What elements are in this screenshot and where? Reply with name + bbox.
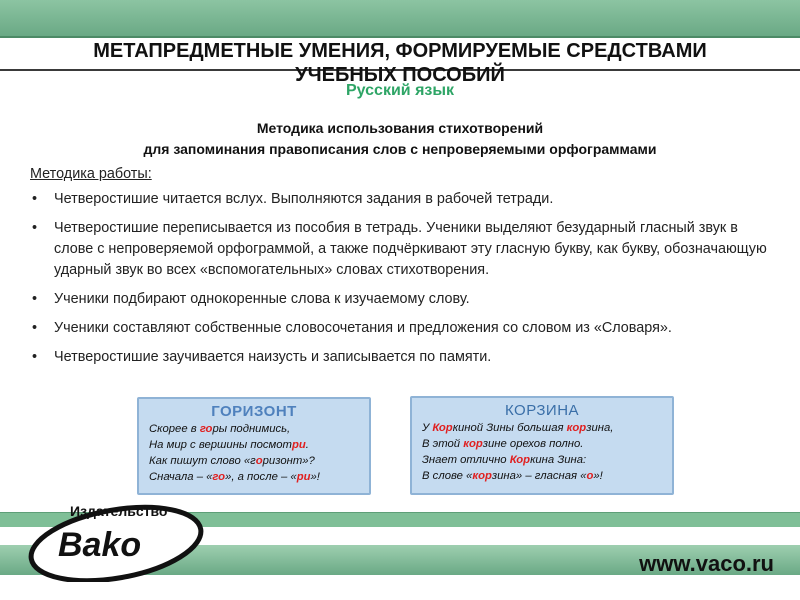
website-link[interactable]: www.vaco.ru — [639, 551, 774, 576]
poem-lines — [139, 421, 369, 485]
poem-text: кина Зина: — [530, 454, 587, 466]
subject-label: Русский язык — [345, 82, 455, 99]
poem-text: »! — [310, 471, 320, 483]
poem-text: », а после – « — [225, 471, 297, 483]
highlighted-syllable: кор — [472, 470, 492, 482]
top-green-bar — [0, 0, 800, 38]
method-label: Методика работы: — [30, 166, 152, 182]
poem-text: зине орехов полно. — [482, 438, 584, 450]
logo-wordmark: Bako — [58, 526, 142, 564]
highlighted-syllable: о — [586, 470, 594, 482]
list-item: • Четверостишие заучивается наизусть и записывается по памяти. — [30, 347, 780, 368]
poem-text: ризонт»? — [262, 455, 315, 467]
poem-text: В этой — [422, 438, 464, 450]
poem-line — [149, 421, 369, 437]
poem-line — [422, 452, 672, 468]
method-steps-list — [30, 189, 780, 368]
highlighted-syllable: ри — [291, 439, 306, 451]
poem-lines — [412, 420, 672, 484]
poem-text: . — [305, 439, 309, 451]
method-heading-line-1: Методика использования стихотворений — [256, 120, 544, 136]
poem-line — [149, 437, 369, 453]
highlighted-syllable: о — [255, 455, 263, 467]
highlighted-syllable: Кор — [509, 454, 531, 466]
highlighted-syllable: го — [199, 423, 213, 435]
poem-text: зина, — [586, 422, 614, 434]
list-item: • Ученики подбирают однокоренные слова к изучаемому слову. — [30, 289, 780, 310]
slide-title: МЕТАПРЕДМЕТНЫЕ УМЕНИЯ, ФОРМИРУЕМЫЕ СРЕДСТВАМИ УЧЕБНЫХ ПОСОБИЙ — [93, 40, 707, 86]
highlighted-syllable: Кор — [432, 422, 453, 434]
highlighted-syllable: го — [212, 471, 226, 483]
poem-card-gorizont — [137, 397, 371, 495]
poem-text: »! — [593, 470, 603, 482]
highlighted-syllable: кор — [566, 422, 587, 434]
list-item: • Четверостишие переписывается из пособия в тетрадь. Ученики выделяют безударный гласный звук в слове с непроверяемой орфограммой, а также подчёркивают эту гласную букву, как букву, обозначающую ударный звук во всех «вспомогательных» словах стихотворения. — [30, 218, 780, 281]
poem-line — [422, 468, 672, 484]
method-heading — [40, 118, 760, 160]
poem-text: Сначала – « — [149, 471, 213, 483]
highlighted-syllable: ри — [296, 471, 311, 483]
poem-text: В слове « — [422, 470, 473, 482]
publisher-logo — [24, 492, 214, 582]
poem-text: У — [422, 422, 433, 434]
poem-line — [149, 453, 369, 469]
method-heading-line-2: для запоминания правописания слов с непроверяемыми орфограммами — [143, 141, 657, 157]
list-item: • Ученики составляют собственные словосочетания и предложения со словом из «Словаря». — [30, 318, 780, 339]
poem-title: КОРЗИНА — [504, 402, 580, 419]
list-item: • Четверостишие читается вслух. Выполняются задания в рабочей тетради. — [30, 189, 780, 210]
poem-line — [422, 436, 672, 452]
poem-line — [422, 420, 672, 436]
poem-text: Скорее в — [149, 423, 200, 435]
poem-text: киной Зины большая — [452, 422, 567, 434]
poem-title: ГОРИЗОНТ — [211, 403, 297, 420]
poem-text: На мир с вершины посмот — [149, 439, 292, 451]
poem-text: зина» – гласная « — [491, 470, 587, 482]
poem-text: Знает отлично — [422, 454, 510, 466]
content-block — [30, 166, 780, 376]
logo-caption: Издательство — [70, 503, 168, 519]
highlighted-syllable: кор — [463, 438, 483, 450]
poem-text: Как пишут слово «г — [149, 455, 256, 467]
poem-line — [149, 469, 369, 485]
poem-text: ры поднимись, — [212, 423, 291, 435]
poem-card-korzina — [410, 396, 674, 495]
